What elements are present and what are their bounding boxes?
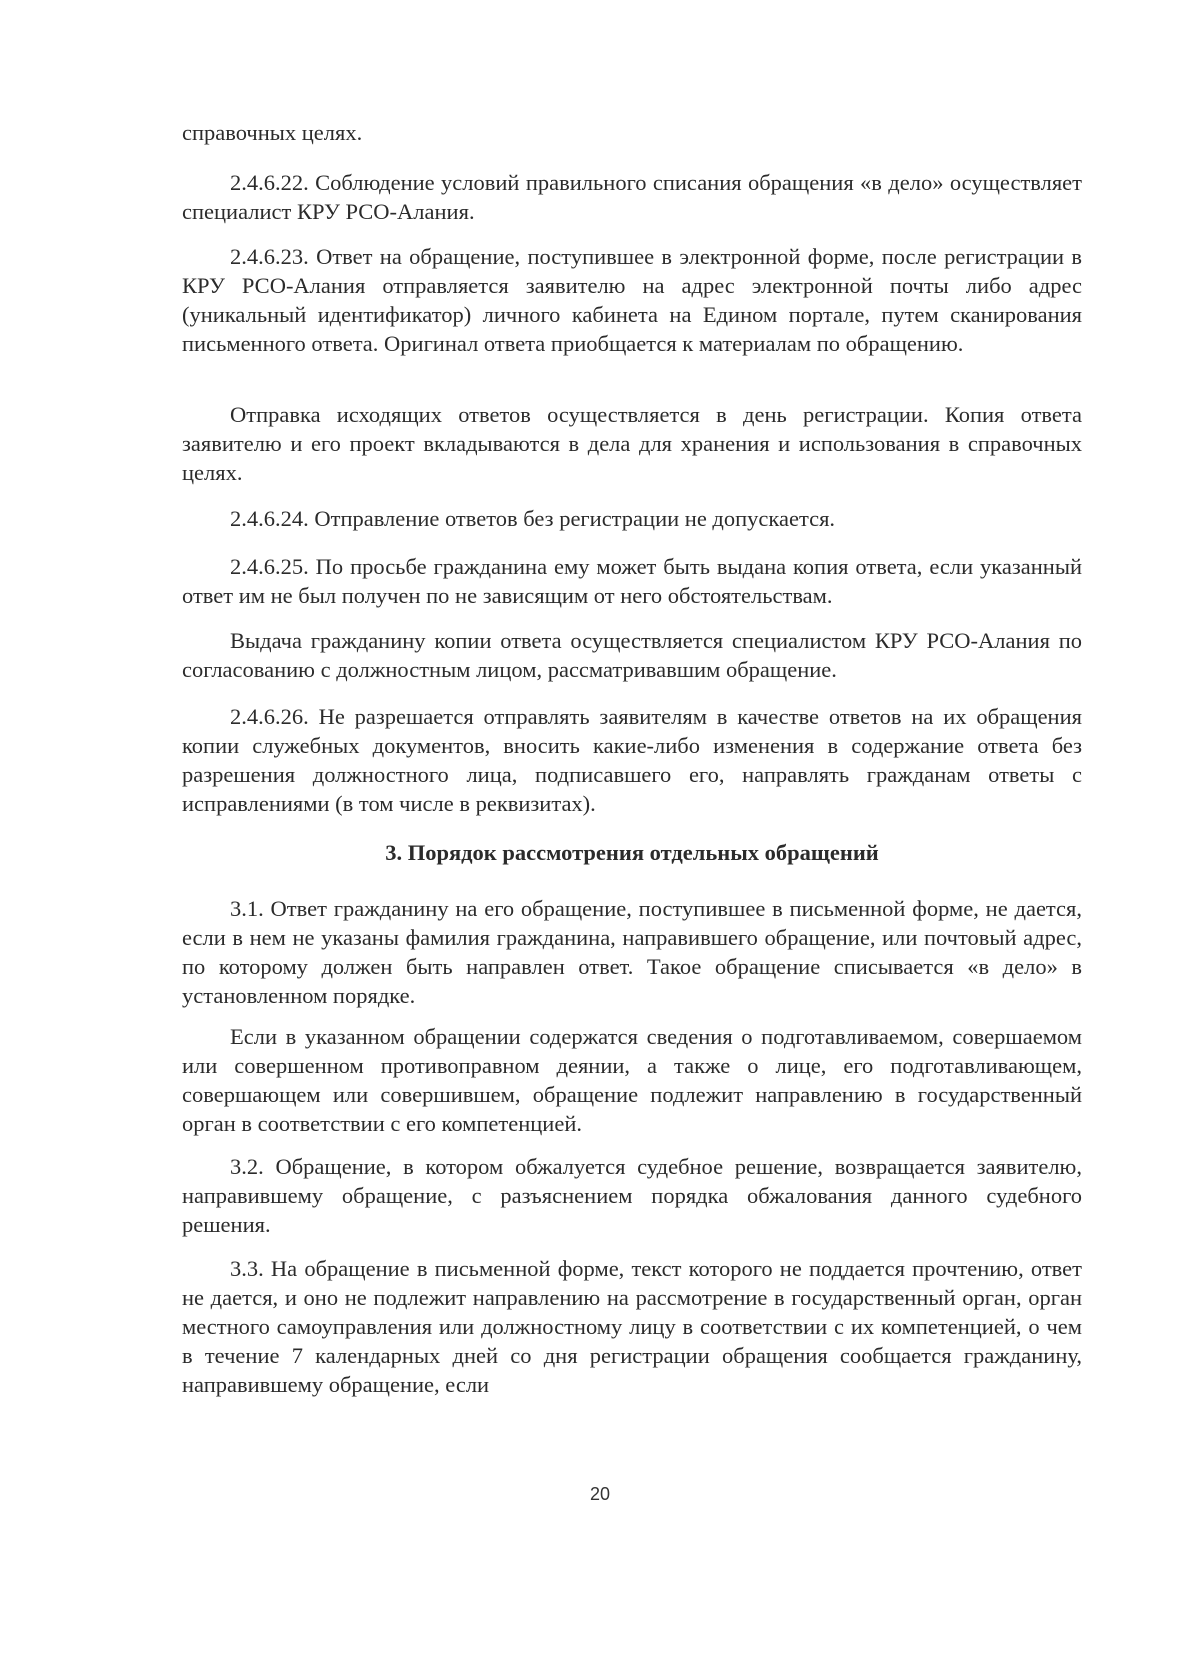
paragraph-continuation: справочных целях. xyxy=(182,120,363,145)
section-heading: 3. Порядок рассмотрения отдельных обращений xyxy=(385,840,879,865)
paragraph-3-1: 3.1. Ответ гражданину на его обращение, поступившее в письменной форме, не дается, если в нем не указаны фамилия гражданина, направившего обращение, или почтовый адрес, по которому должен быть направлен ответ. Такое обращение списывается «в дело» в установленном порядке. xyxy=(182,896,1082,1008)
page-number: 20 xyxy=(589,1484,611,1504)
paragraph-3-2: 3.2. Обращение, в котором обжалуется судебное решение, возвращается заявителю, направившему обращение, с разъяснением порядка обжалования данного судебного решения. xyxy=(182,1154,1082,1237)
paragraph-2-4-6-26: 2.4.6.26. Не разрешается отправлять заявителям в качестве ответов на их обращения копии служебных документов, вносить какие-либо изменения в содержание ответа без разрешения должностного лица, подписавшего его, направлять гражданам ответы с исправлениями (в том числе в реквизитах). xyxy=(182,704,1082,816)
paragraph-2-4-6-23: 2.4.6.23. Ответ на обращение, поступившее в электронной форме, после регистрации в КРУ РСО-Алания отправляется заявителю на адрес электронной почты либо адрес (уникальный идентификатор) личного кабинета на Едином портале, путем сканирования письменного ответа. Оригинал ответа приобщается к материалам по обращению. xyxy=(182,244,1082,356)
paragraph-criminal-info: Если в указанном обращении содержатся сведения о подготавливаемом, совершаемом или совершенном противоправном деянии, а также о лице, его подготавливающем, совершающем или совершившем, обращение подлежит направлению в государственный орган в соответствии с его компетенцией. xyxy=(182,1024,1082,1136)
paragraph-2-4-6-22: 2.4.6.22. Соблюдение условий правильного списания обращения «в дело» осуществляет специалист КРУ РСО-Алания. xyxy=(182,170,1082,224)
paragraph-2-4-6-25: 2.4.6.25. По просьбе гражданина ему может быть выдана копия ответа, если указанный ответ им не был получен по не зависящим от него обстоятельствам. xyxy=(182,554,1082,608)
paragraph-3-3: 3.3. На обращение в письменной форме, текст которого не поддается прочтению, ответ не дается, и оно не подлежит направлению на рассмотрение в государственный орган, орган местного самоуправления или должностному лицу в соответствии с их компетенцией, о чем в течение 7 календарных дней со дня регистрации обращения сообщается гражданину, направившему обращение, если xyxy=(182,1256,1082,1397)
paragraph-sending-answers: Отправка исходящих ответов осуществляется в день регистрации. Копия ответа заявителю и его проект вкладываются в дела для хранения и использования в справочных целях. xyxy=(182,402,1082,485)
paragraph-2-4-6-24: 2.4.6.24. Отправление ответов без регистрации не допускается. xyxy=(230,506,836,531)
paragraph-copy-issuance: Выдача гражданину копии ответа осуществляется специалистом КРУ РСО-Алания по согласованию с должностным лицом, рассматривавшим обращение. xyxy=(182,628,1082,682)
